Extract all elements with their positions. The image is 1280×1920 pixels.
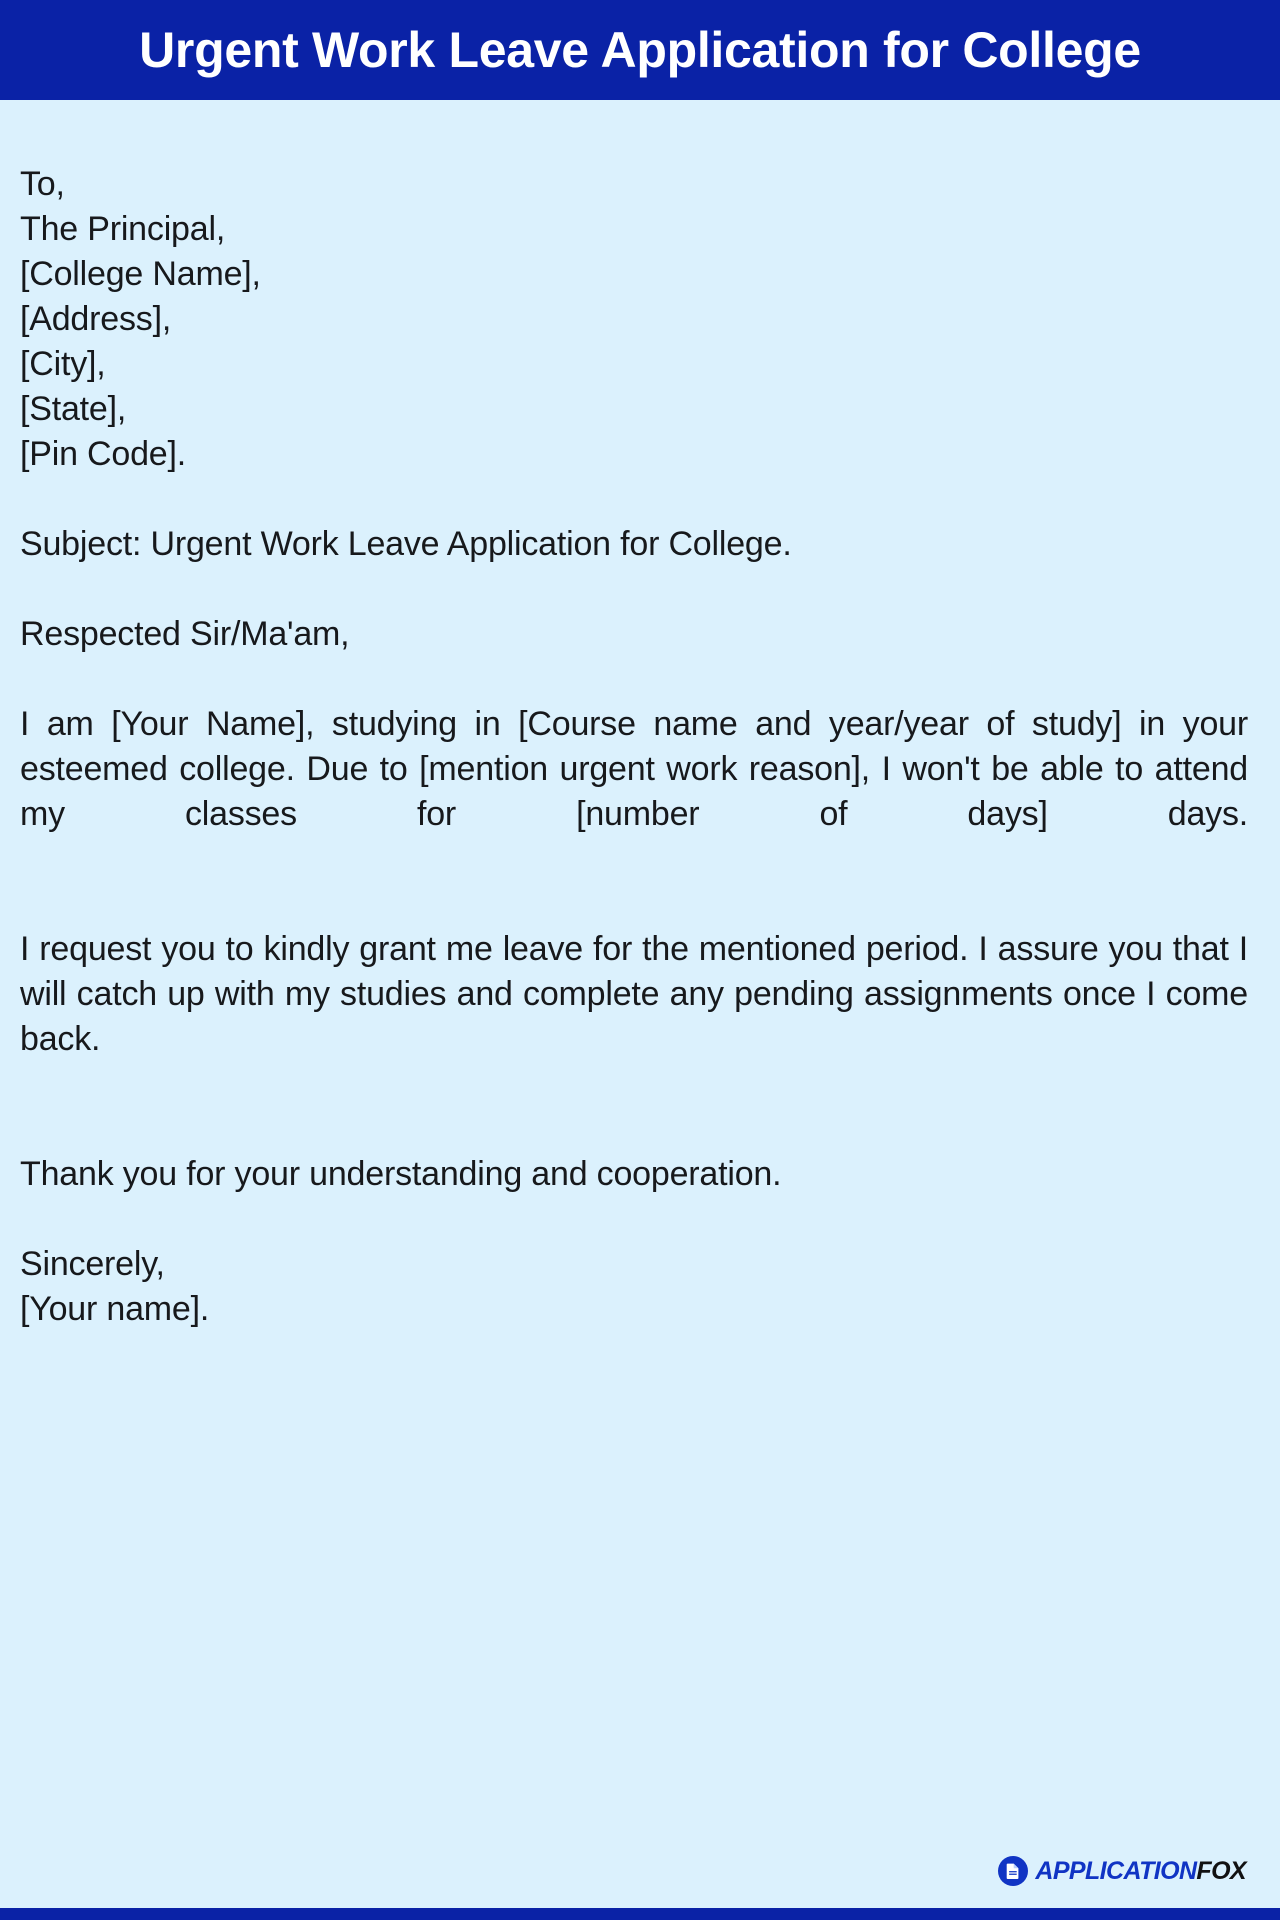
spacer — [20, 477, 1248, 522]
closing-line: Sincerely, — [20, 1245, 165, 1283]
address-line-address: [Address], — [20, 300, 172, 338]
spacer — [20, 1197, 1248, 1242]
address-line-city: [City], — [20, 345, 106, 383]
brand-wordmark — [1035, 1856, 1246, 1885]
salutation: Respected Sir/Ma'am, — [20, 615, 350, 653]
document-icon — [998, 1856, 1028, 1886]
letter-content — [20, 162, 1248, 1332]
thanks-line: Thank you for your understanding and cooperation. — [20, 1155, 782, 1193]
header-banner — [0, 0, 1280, 100]
address-line-principal: The Principal, — [20, 210, 226, 248]
address-line-to: To, — [20, 165, 65, 203]
spacer — [20, 567, 1248, 612]
spacer — [20, 1107, 1248, 1152]
page-title: Urgent Work Leave Application for College — [139, 22, 1141, 78]
letter-body — [0, 100, 1280, 1856]
body-paragraph-2: I request you to kindly grant me leave for the mentioned period. I assure you that I will catch up with my studies and complete any pending assignments once I come back. — [20, 930, 1248, 1058]
bottom-accent-bar — [0, 1908, 1280, 1920]
brand-wordmark-secondary: FOX — [1196, 1856, 1246, 1885]
brand-logo[interactable] — [998, 1856, 1246, 1886]
body-paragraph-1: I am [Your Name], studying in [Course name and year/year of study] in your esteemed college. Due to [mention urgent work reason], I won't be able to attend my classes for [number of days] days. — [20, 705, 1248, 833]
subject-line: Subject: Urgent Work Leave Application for College. — [20, 525, 792, 563]
signature-line: [Your name]. — [20, 1290, 210, 1328]
address-line-pincode: [Pin Code]. — [20, 435, 187, 473]
address-line-state: [State], — [20, 390, 127, 428]
address-line-college: [College Name], — [20, 255, 261, 293]
spacer — [20, 882, 1248, 927]
brand-wordmark-primary: APPLICATION — [1035, 1856, 1197, 1885]
spacer — [20, 657, 1248, 702]
